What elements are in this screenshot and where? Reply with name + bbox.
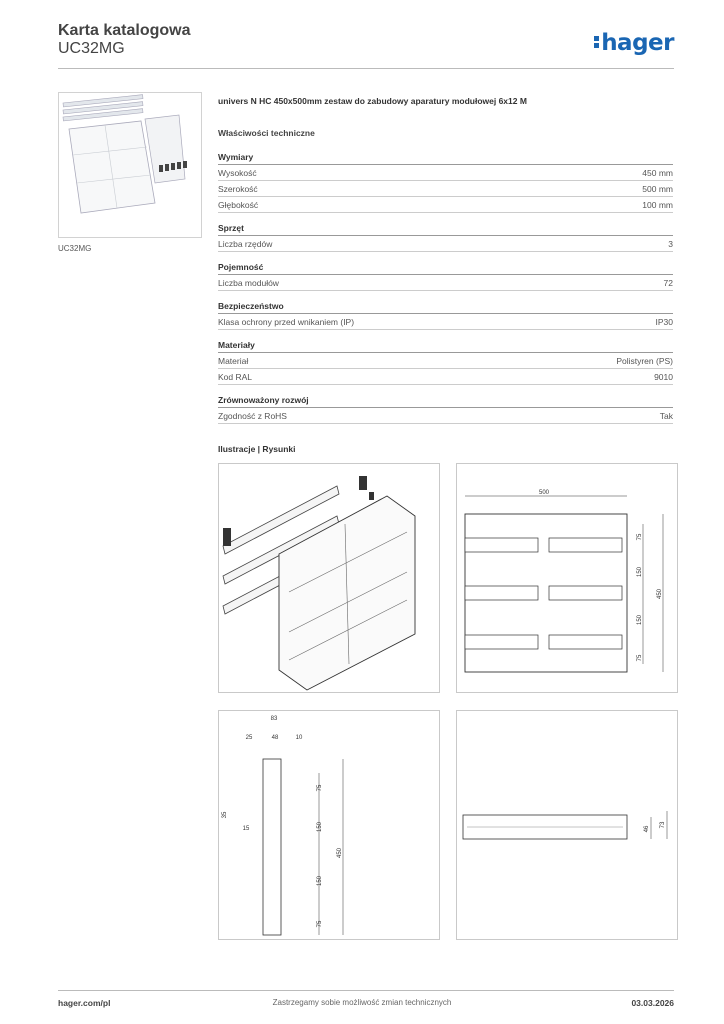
front-width-label: 500 (538, 490, 550, 496)
product-thumbnail (58, 92, 202, 238)
side-top-dim-3: 48 (271, 735, 279, 741)
front-view-drawing (456, 463, 678, 693)
side-left-dim-1: 35 (222, 811, 228, 819)
property-value: 500 mm (642, 184, 673, 194)
property-value: 100 mm (642, 200, 673, 210)
property-label: Kod RAL (218, 372, 253, 382)
property-value: Polistyren (PS) (616, 356, 673, 366)
side-height-2: 150 (317, 821, 323, 833)
property-label: Klasa ochrony przed wnikaniem (IP) (218, 317, 355, 327)
product-description: univers N HC 450x500mm zestaw do zabudowy aparatury modułowej 6x12 M (218, 96, 527, 106)
front-height-4: 75 (637, 654, 643, 662)
property-label: Liczba modułów (218, 278, 279, 288)
side-height-3: 150 (317, 875, 323, 887)
illustrations-heading: Ilustracje | Rysunki (218, 444, 296, 454)
property-value: 72 (663, 278, 673, 288)
side-total-height: 450 (337, 847, 343, 859)
bottom-view-drawing (456, 710, 678, 940)
property-value: IP30 (655, 317, 673, 327)
property-label: Głębokość (218, 200, 259, 210)
section-title: Sprzęt (218, 223, 673, 236)
front-height-3: 150 (637, 614, 643, 626)
properties-panel (218, 96, 673, 434)
property-row (218, 369, 673, 385)
property-label: Wysokość (218, 168, 257, 178)
thumbnail-caption: UC32MG (58, 244, 92, 253)
document-title: Karta katalogowa (58, 22, 191, 39)
side-height-1: 75 (317, 784, 323, 792)
product-code: UC32MG (58, 40, 125, 57)
section (218, 340, 673, 385)
bottom-dim-1: 46 (644, 825, 650, 833)
logo-dots-icon (594, 34, 599, 49)
section-title: Wymiary (218, 152, 673, 165)
front-view-image (457, 464, 679, 694)
front-height-1: 75 (637, 533, 643, 541)
property-label: Szerokość (218, 184, 258, 194)
footer-date: 03.03.2026 (631, 998, 674, 1008)
property-row (218, 314, 673, 330)
section-title: Bezpieczeństwo (218, 301, 673, 314)
section (218, 395, 673, 424)
footer-website: hager.com/pl (58, 998, 111, 1008)
section-title: Pojemność (218, 262, 673, 275)
front-total-height: 450 (657, 588, 663, 600)
hager-logo: hager (594, 30, 674, 56)
side-left-dim-2: 15 (242, 826, 250, 832)
side-height-4: 75 (317, 920, 323, 928)
property-value: 450 mm (642, 168, 673, 178)
side-top-dim-2: 25 (245, 735, 253, 741)
property-row (218, 275, 673, 291)
bottom-dim-2: 73 (660, 821, 666, 829)
footer-divider (58, 990, 674, 991)
property-row (218, 165, 673, 181)
property-row (218, 197, 673, 213)
side-top-dim-1: 83 (270, 716, 278, 722)
product-thumbnail-image (59, 93, 203, 239)
property-value: 3 (668, 239, 673, 249)
section (218, 301, 673, 330)
page-header (58, 20, 674, 66)
footer-disclaimer: Zastrzegamy sobie możliwość zmian technicznych (272, 998, 452, 1007)
section-title: Materiały (218, 340, 673, 353)
isometric-drawing (218, 463, 440, 693)
property-value: 9010 (654, 372, 673, 382)
side-top-dim-4: 10 (295, 735, 303, 741)
property-label: Liczba rzędów (218, 239, 273, 249)
properties-sections (218, 152, 673, 424)
side-view-drawing (218, 710, 440, 940)
isometric-drawing-image (219, 464, 441, 694)
section (218, 223, 673, 252)
section (218, 262, 673, 291)
front-height-2: 150 (637, 566, 643, 578)
property-row (218, 408, 673, 424)
side-view-image (219, 711, 441, 941)
property-row (218, 236, 673, 252)
bottom-view-image (457, 711, 679, 941)
properties-heading: Właściwości techniczne (218, 128, 315, 138)
property-label: Zgodność z RoHS (218, 411, 287, 421)
section (218, 152, 673, 213)
section-title: Zrównoważony rozwój (218, 395, 673, 408)
property-row (218, 181, 673, 197)
header-divider (58, 68, 674, 69)
property-label: Materiał (218, 356, 249, 366)
property-value: Tak (659, 411, 673, 421)
property-row (218, 353, 673, 369)
